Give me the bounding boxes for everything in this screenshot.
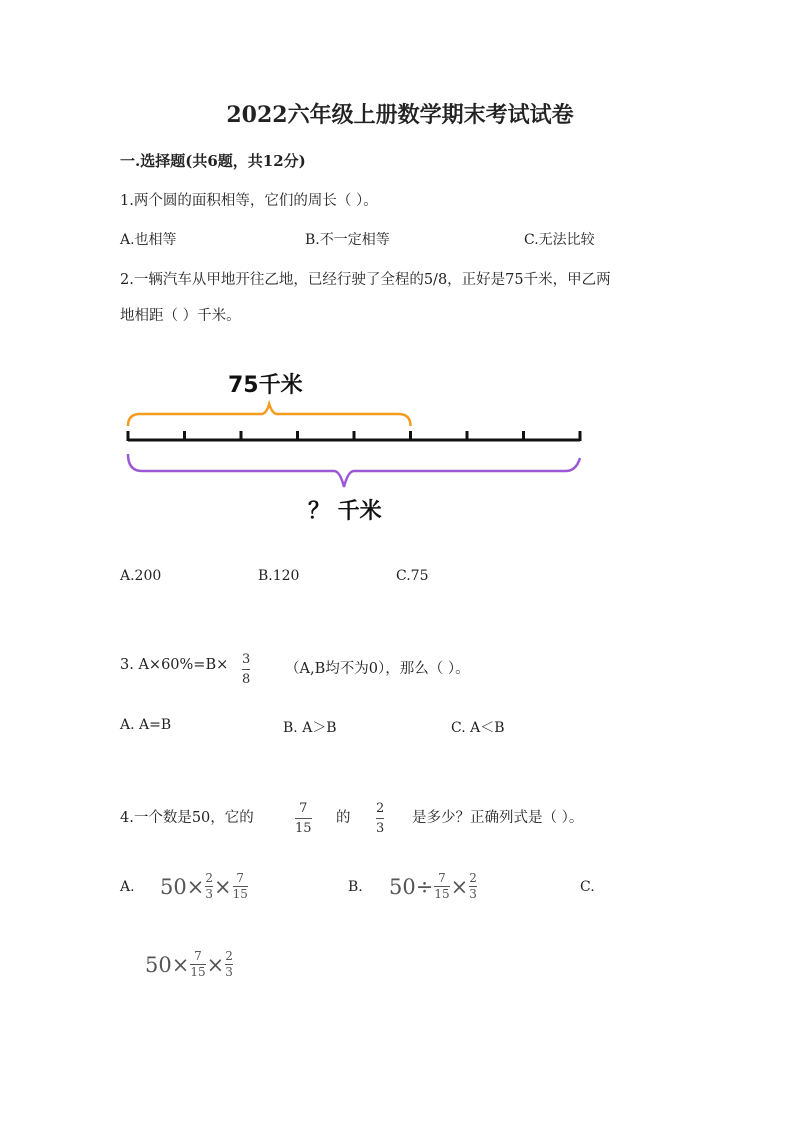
page-title: 2022六年级上册数学期末考试试卷: [226, 102, 574, 128]
expr-fraction: 2 3: [205, 871, 213, 901]
expr-fraction: 7 15: [190, 949, 206, 979]
question-3-option-a[interactable]: A. A=B: [120, 717, 172, 733]
section-heading: 一.选择题(共6题，共12分): [120, 152, 306, 170]
expr-operator: ÷: [415, 874, 434, 899]
fraction-numerator: 3: [242, 652, 251, 667]
expression-c[interactable]: [145, 950, 234, 979]
fraction-numerator: 2: [376, 801, 385, 816]
expr-operator: ×: [186, 874, 205, 899]
known-distance-label: 75千米: [228, 373, 303, 398]
question-1-option-b[interactable]: B.不一定相等: [305, 232, 390, 248]
expr-operator: ×: [450, 874, 469, 899]
question-2-stem-line1: 2.一辆汽车从甲地开往乙地，已经行驶了全程的5/8，正好是75千米，甲乙两: [120, 272, 611, 288]
total-distance-brace: [128, 454, 580, 487]
question-4-stem-start: 4.一个数是50，它的: [120, 810, 254, 826]
question-2-option-c[interactable]: C.75: [396, 568, 429, 584]
fraction-2-3: [376, 801, 384, 836]
question-3-stem-start: 3. A×60%=B×: [120, 657, 229, 673]
question-2-stem-line2: 地相距（ ）千米。: [120, 308, 241, 324]
expression-b[interactable]: [389, 872, 478, 901]
known-distance-brace: [128, 404, 411, 426]
question-4-stem-end: 是多少？正确列式是（ ）。: [412, 810, 584, 826]
question-3-option-c[interactable]: C. A＜B: [451, 720, 505, 736]
question-1-option-c[interactable]: C.无法比较: [524, 232, 595, 248]
fraction-7-15: [295, 801, 312, 836]
fraction-numerator: 7: [299, 801, 308, 816]
expr-operator: ×: [206, 952, 225, 977]
expr-fraction: 2 3: [469, 871, 477, 901]
question-3-option-b[interactable]: B. A＞B: [283, 720, 337, 736]
expr-fraction: 7 15: [232, 871, 248, 901]
line-segment-diagram: [110, 360, 600, 530]
fraction-denominator: 3: [376, 821, 385, 836]
question-1-option-a[interactable]: A.也相等: [120, 232, 177, 248]
question-1-stem: 1.两个圆的面积相等，它们的周长（ ）。: [120, 193, 378, 209]
question-3-stem-end: （A,B均不为0），那么（ ）。: [285, 661, 470, 677]
expr-operator: ×: [213, 874, 232, 899]
question-2-option-b[interactable]: B.120: [258, 568, 300, 584]
expr-number: 50: [160, 874, 187, 899]
expr-number: 50: [145, 952, 172, 977]
question-4-option-a-label[interactable]: A.: [120, 879, 135, 895]
expr-number: 50: [389, 874, 416, 899]
expression-a[interactable]: [160, 872, 249, 901]
expr-fraction: 7 15: [434, 871, 450, 901]
fraction-denominator: 8: [242, 672, 251, 687]
question-4-option-b-label[interactable]: B.: [348, 879, 363, 895]
expr-fraction: 2 3: [225, 949, 233, 979]
fraction-3-8: [242, 652, 250, 687]
question-2-option-a[interactable]: A.200: [120, 568, 162, 584]
question-4-stem-middle: 的: [336, 810, 351, 826]
unknown-distance-label: ？ 千米: [308, 499, 382, 524]
expr-operator: ×: [171, 952, 190, 977]
question-4-option-c-label[interactable]: C.: [580, 879, 595, 895]
fraction-denominator: 15: [295, 821, 312, 836]
